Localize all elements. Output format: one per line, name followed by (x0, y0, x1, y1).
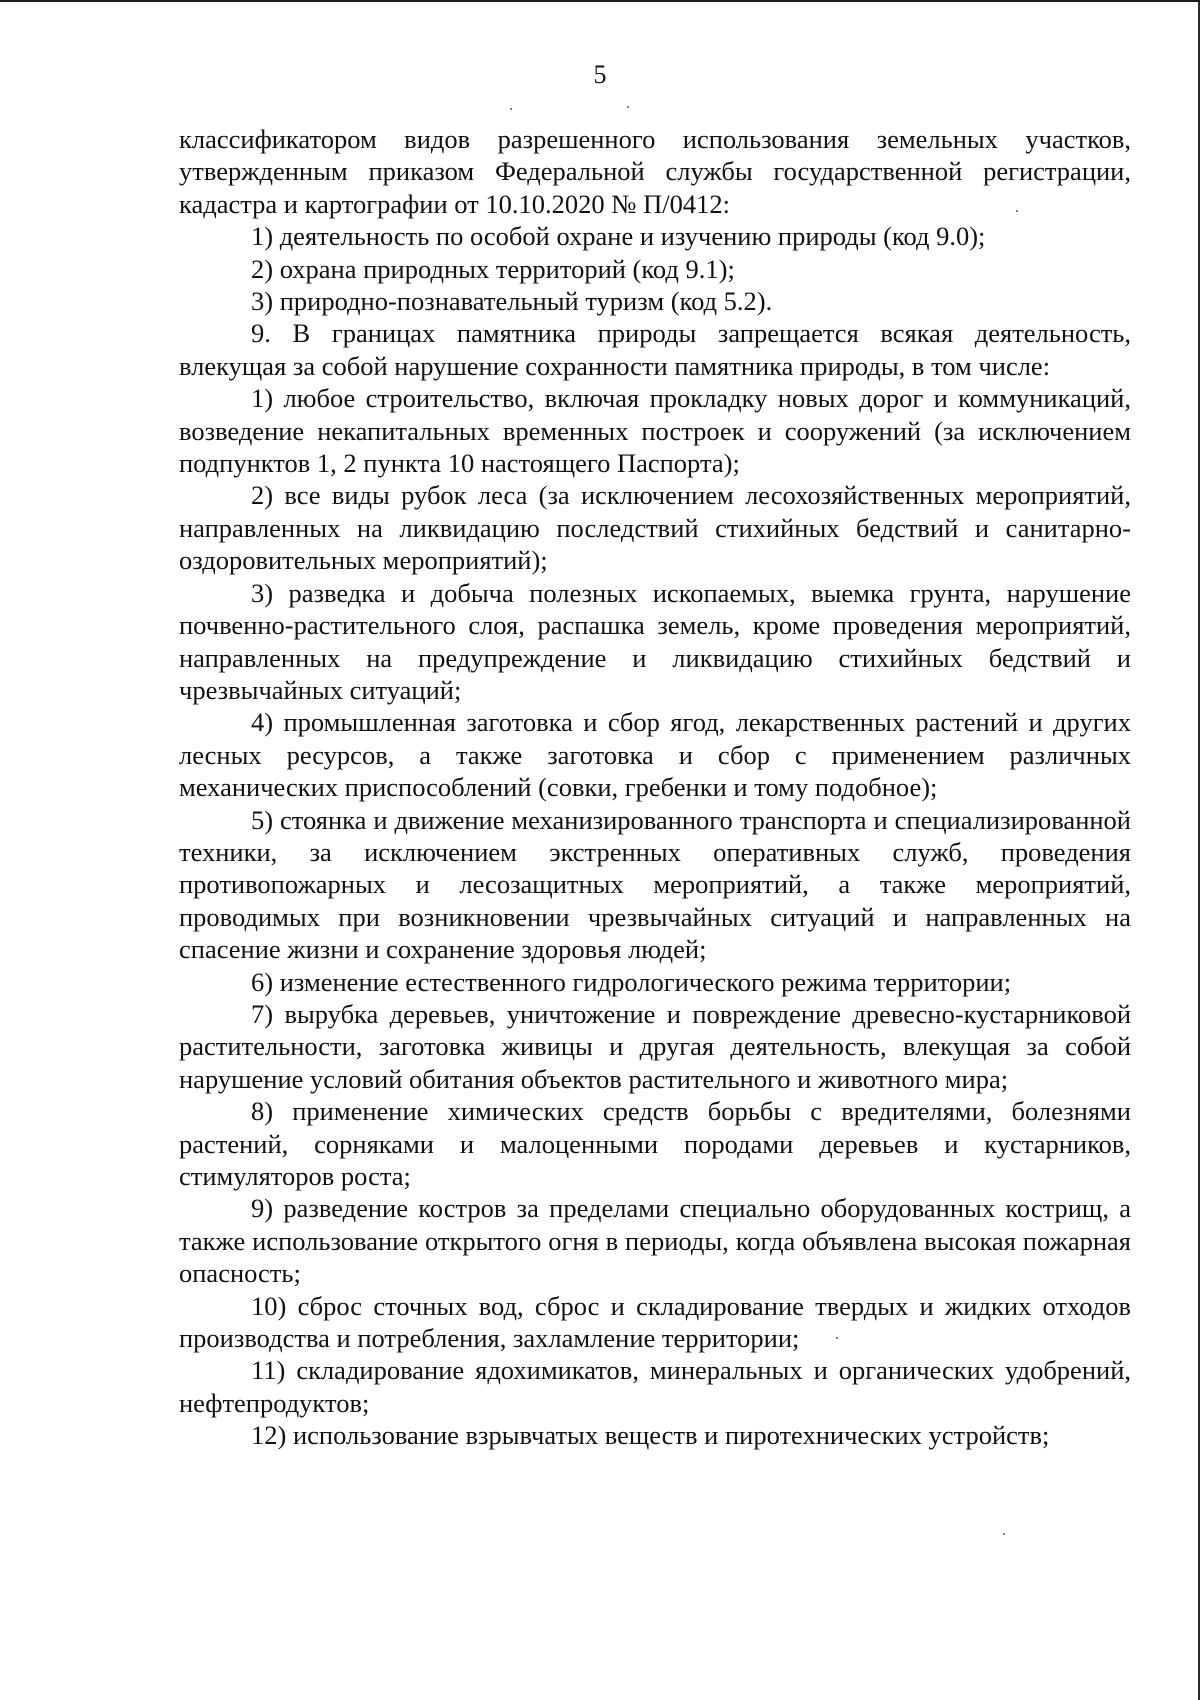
paragraph-intro: классификатором видов разрешенного использования земельных участков, утвержденным приказом Федеральной службы государственной регистрации, кадастра и картографии от 10.10.2020 № П/0412: (179, 124, 1131, 219)
list-item: 7) вырубка деревьев, уничтожение и повреждение древесно-кустарниковой растительности, заготовка живицы и другая деятельность, влекущая за собой нарушение условий обитания объектов растительного и животного мира; (179, 998, 1131, 1094)
list-item: 11) складирование ядохимикатов, минеральных и органических удобрений, нефтепродуктов; (179, 1355, 1131, 1418)
page-number: 5 (593, 60, 607, 89)
scan-speck (836, 1337, 838, 1339)
list-item: 1) любое строительство, включая прокладку новых дорог и коммуникаций, возведение некапитальных временных построек и сооружений (за исключением подпунктов 1, 2 пункта 10 настоящего Паспорта); (179, 383, 1131, 479)
document-body (179, 123, 1131, 1452)
scan-speck (510, 108, 512, 110)
section-paragraph: 9. В границах памятника природы запрещается всякая деятельность, влекущая за собой нарушение сохранности памятника природы, в том числе: (179, 318, 1131, 381)
list-item: 12) использование взрывчатых веществ и пиротехнических устройств; (251, 1420, 1050, 1451)
list-item: 10) сброс сточных вод, сброс и складирование твердых и жидких отходов производства и потребления, захламление территории; (179, 1290, 1131, 1354)
scan-speck (1016, 210, 1018, 212)
list-item: 5) стоянка и движение механизированного транспорта и специализированной техники, за исключением экстренных оперативных служб, проведения противопожарных и лесозащитных мероприятий, а также мероприятий, проводимых при возникновении чрезвычайных ситуаций и направленных на спасение жизни и сохранение здоровья людей; (179, 804, 1131, 965)
list-item: 4) промышленная заготовка и сбор ягод, лекарственных растений и других лесных ресурсов, а также заготовка и сбор с применением различных механических приспособлений (совки, гребенки и тому подобное); (179, 707, 1131, 803)
list-item: 8) применение химических средств борьбы с вредителями, болезнями растений, сорняками и малоценными породами деревьев и кустарников, стимуляторов роста; (179, 1096, 1131, 1191)
list-item: 9) разведение костров за пределами специально оборудованных кострищ, а также использование открытого огня в периоды, когда объявлена высокая пожарная опасность; (179, 1193, 1131, 1289)
list-item: 2) все виды рубок леса (за исключением лесохозяйственных мероприятий, направленных на ликвидацию последствий стихийных бедствий и санитарно-оздоровительных мероприятий); (179, 480, 1131, 576)
list-item: 1) деятельность по особой охране и изучению природы (код 9.0); (251, 221, 986, 252)
scan-speck (627, 106, 629, 108)
list-item: 2) охрана природных территорий (код 9.1); (251, 253, 735, 284)
list-item: 3) природно-познавательный туризм (код 5.2). (251, 286, 773, 317)
list-item: 3) разведка и добыча полезных ископаемых, выемка грунта, нарушение почвенно-растительного слоя, распашка земель, кроме проведения мероприятий, направленных на предупреждение и ликвидацию стихийных бедствий и чрезвычайных ситуаций; (179, 577, 1131, 705)
list-item: 6) изменение естественного гидрологического режима территории; (251, 966, 1012, 997)
scan-speck (1003, 1533, 1005, 1535)
